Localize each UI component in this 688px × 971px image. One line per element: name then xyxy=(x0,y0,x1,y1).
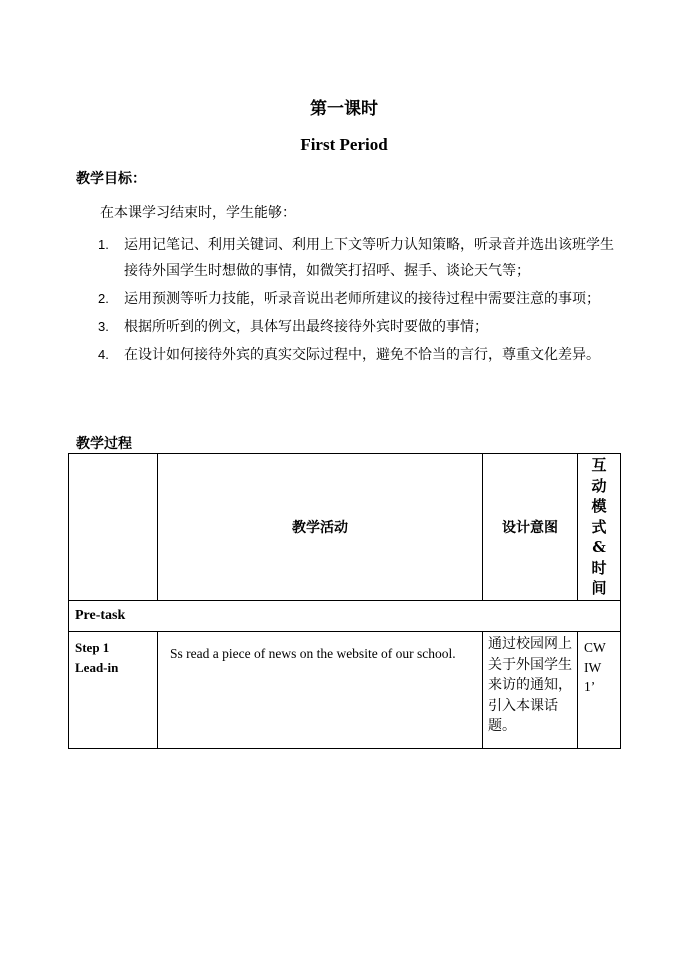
objective-text: 运用预测等听力技能，听录音说出老师所建议的接待过程中需要注意的事项； xyxy=(124,291,600,307)
mode-line: IW xyxy=(584,659,602,675)
process-table xyxy=(68,453,621,749)
page-title: 第一课时 xyxy=(310,99,378,119)
stage-label: Pre-task xyxy=(69,601,621,632)
mode-char: 间 xyxy=(591,579,607,598)
mode-char: 动 xyxy=(591,476,607,495)
objective-number: 1. xyxy=(98,237,109,252)
objective-text: 运用记笔记、利用关键词、利用上下文等听力认知策略，听录音并选出该班学生接待外国学生时想做的事情，如微笑打招呼、握手、谈论天气等； xyxy=(124,237,614,279)
step-mode-cell xyxy=(578,632,621,749)
mode-line: CW xyxy=(584,640,606,655)
objectives-list xyxy=(98,232,618,370)
mode-char: 式 xyxy=(591,517,607,536)
objective-number: 3. xyxy=(98,319,109,334)
header-cell-mode xyxy=(578,454,621,601)
objective-number: 4. xyxy=(98,347,109,362)
process-heading: 教学过程 xyxy=(76,436,132,452)
step-title: Lead-in xyxy=(75,660,119,675)
step-number: Step 1 xyxy=(75,640,110,655)
table-row-stage xyxy=(69,601,621,632)
page-subtitle: First Period xyxy=(300,135,388,154)
objective-number: 2. xyxy=(98,291,109,306)
header-cell-purpose: 设计意图 xyxy=(483,454,578,601)
objective-text: 根据所听到的例文，具体写出最终接待外宾时要做的事情； xyxy=(124,319,488,335)
step-activity-cell: Ss read a piece of news on the website of our school. xyxy=(158,632,483,749)
mode-char: 时 xyxy=(591,558,607,577)
mode-line: 1’ xyxy=(584,679,596,694)
table-row xyxy=(69,632,621,749)
objectives-intro: 在本课学习结束时，学生能够： xyxy=(100,205,296,221)
objective-text: 在设计如何接待外宾的真实交际过程中，避免不恰当的言行，尊重文化差异。 xyxy=(124,347,600,363)
header-cell-activity: 教学活动 xyxy=(158,454,483,601)
mode-char: 模 xyxy=(591,497,607,516)
mode-char: & xyxy=(592,538,606,557)
mode-char: 互 xyxy=(591,456,607,475)
step-name-cell xyxy=(69,632,158,749)
objective-item xyxy=(98,286,618,312)
header-cell-step xyxy=(69,454,158,601)
objective-item xyxy=(98,342,618,368)
objective-item xyxy=(98,232,618,284)
step-purpose-cell: 通过校园网上关于外国学生来访的通知，引入本课话题。 xyxy=(483,632,578,749)
objective-item xyxy=(98,314,618,340)
objectives-heading: 教学目标： xyxy=(76,171,146,187)
table-header-row xyxy=(69,454,621,601)
